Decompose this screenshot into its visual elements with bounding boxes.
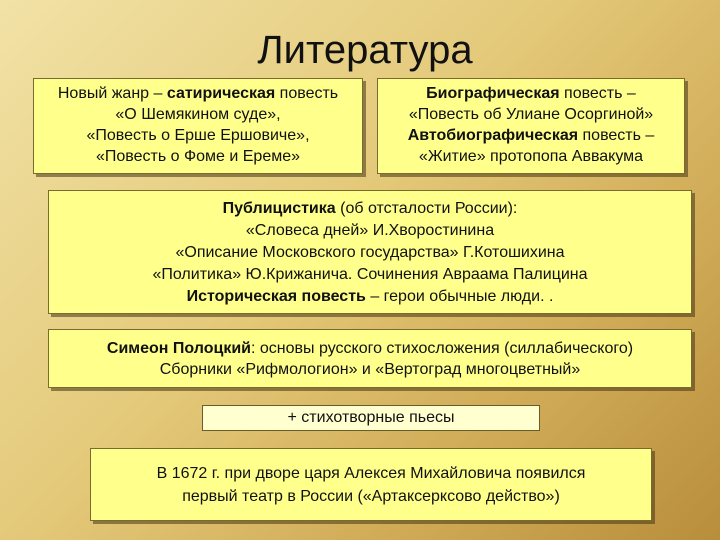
publicism-line <box>49 198 691 220</box>
autobiographical-suffix: повесть – <box>578 127 655 144</box>
genre-satirical: сатирическая <box>166 85 276 102</box>
theatre-line-1: В 1672 г. при дворе царя Алексея Михайловича появился <box>156 465 586 482</box>
work-foma: «Повесть о Фоме и Ереме» <box>95 148 301 165</box>
work-krizhanich: «Политика» Ю.Крижанича. Сочинения Авраама Палицина <box>152 266 588 283</box>
work-ersh: «Повесть о Ерше Ершовиче», <box>86 127 310 144</box>
autobiographical-line <box>378 125 684 146</box>
publicism-suffix: (об отсталости России): <box>335 200 518 217</box>
work-uliana: «Повесть об Улиане Осоргиной» <box>408 106 654 123</box>
biographical-line <box>378 83 684 104</box>
biographical-story-box <box>377 78 685 174</box>
work-avvakum: «Житие» протопопа Аввакума <box>418 148 644 165</box>
genre-autobiographical: Автобиографическая <box>407 127 579 144</box>
genre-historical: Историческая повесть <box>186 288 366 305</box>
first-theatre-box <box>90 448 652 521</box>
author-simeon: Симеон Полоцкий <box>106 340 252 357</box>
simeon-line <box>49 338 691 359</box>
verse-plays-text: + стихотворные пьесы <box>287 409 455 426</box>
simeon-collections: Сборники «Рифмологион» и «Вертоград многоцветный» <box>159 361 581 378</box>
work-kotoshikhin: «Описание Московского государства» Г.Котошихина <box>175 244 565 261</box>
historical-suffix: – герои обычные люди. . <box>365 288 554 305</box>
genre-publicism: Публицистика <box>222 200 336 217</box>
work-shemyaka: «О Шемякином суде», <box>115 106 281 123</box>
verse-plays-box <box>202 405 540 431</box>
historical-story-line <box>49 286 691 308</box>
satirical-genre-line <box>34 83 362 104</box>
simeon-polotsky-box <box>48 329 692 388</box>
publicism-box <box>48 190 692 314</box>
simeon-suffix: : основы русского стихосложения (силлабического) <box>251 340 634 357</box>
genre-suffix: повесть <box>275 85 339 102</box>
genre-prefix: Новый жанр – <box>57 85 167 102</box>
work-khvorostinin: «Словеса дней» И.Хворостинина <box>245 222 495 239</box>
genre-biographical: Биографическая <box>426 85 560 102</box>
biographical-suffix: повесть – <box>559 85 636 102</box>
slide-title: Литература <box>257 28 473 72</box>
satirical-story-box <box>33 78 363 174</box>
theatre-line-2: первый театр в России («Артаксерксово действо») <box>182 488 560 505</box>
